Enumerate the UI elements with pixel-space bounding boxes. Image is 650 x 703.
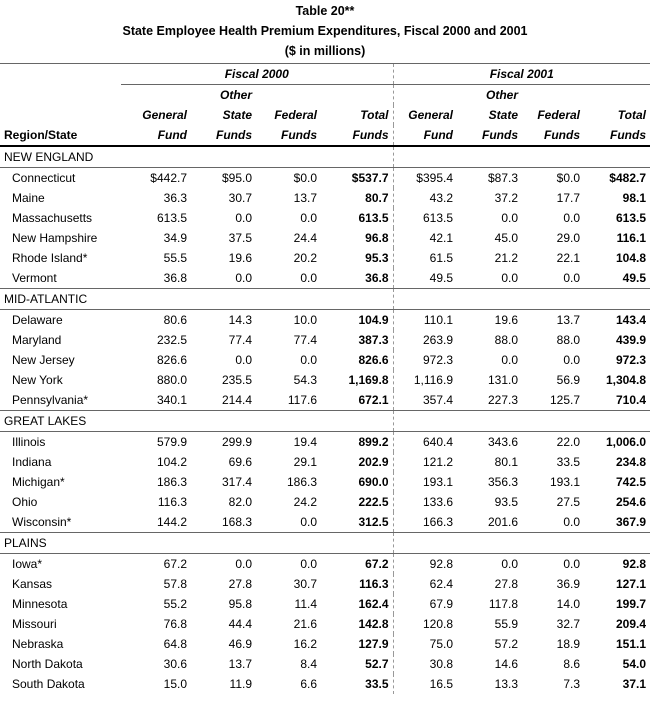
value-cell: 356.3 — [487, 475, 518, 489]
funds-header: Funds — [522, 125, 584, 146]
total-cell: 37.1 — [622, 677, 646, 691]
table-row — [0, 310, 650, 331]
title-line-1: Table 20** — [295, 4, 355, 18]
value-cell: 880.0 — [156, 373, 187, 387]
value-cell: 14.3 — [228, 313, 252, 327]
federal-header: Federal — [274, 108, 317, 122]
value-cell: 80.6 — [163, 313, 187, 327]
value-cell: 19.6 — [228, 251, 252, 265]
title-line-3: ($ in millions) — [284, 44, 366, 58]
value-cell: 22.0 — [556, 435, 580, 449]
value-cell: 37.2 — [494, 191, 518, 205]
total-cell: 202.9 — [358, 455, 389, 469]
value-cell: 972.3 — [393, 350, 457, 370]
total-cell: 33.5 — [365, 677, 389, 691]
value-cell: 21.6 — [293, 617, 317, 631]
region-name: NEW ENGLAND — [0, 146, 121, 168]
value-cell: 263.9 — [393, 330, 457, 350]
value-cell: 54.3 — [293, 373, 317, 387]
state-name: Delaware — [12, 313, 63, 327]
total-cell: 116.1 — [616, 231, 646, 245]
value-cell: 0.0 — [300, 515, 317, 529]
value-cell: 6.6 — [300, 677, 317, 691]
table-row — [0, 554, 650, 575]
value-cell: 92.8 — [393, 554, 457, 575]
fiscal-2000-header: Fiscal 2000 — [121, 64, 393, 85]
value-cell: 29.0 — [556, 231, 580, 245]
value-cell: 201.6 — [487, 515, 518, 529]
table-row — [0, 350, 650, 370]
state-name: New Jersey — [12, 353, 75, 367]
total-cell: 80.7 — [365, 191, 389, 205]
value-cell: 117.8 — [488, 597, 518, 611]
value-cell: 67.9 — [393, 594, 457, 614]
value-cell: 29.1 — [293, 455, 317, 469]
region-name: MID-ATLANTIC — [0, 289, 121, 310]
value-cell: 8.6 — [563, 657, 580, 671]
total-cell: 613.5 — [358, 211, 389, 225]
value-cell: 55.2 — [163, 597, 187, 611]
value-cell: 133.6 — [393, 492, 457, 512]
state-name: Kansas — [12, 577, 53, 591]
value-cell: 75.0 — [393, 634, 457, 654]
state-name: Indiana — [12, 455, 52, 469]
total-cell: 672.1 — [358, 393, 389, 407]
value-cell: 95.8 — [228, 597, 252, 611]
value-cell: 33.5 — [556, 455, 580, 469]
value-cell: 8.4 — [300, 657, 317, 671]
total-cell: 98.1 — [622, 191, 646, 205]
value-cell: 16.2 — [293, 637, 317, 651]
value-cell: 80.1 — [494, 455, 518, 469]
total-cell: $482.7 — [609, 171, 646, 185]
value-cell: 55.5 — [163, 251, 187, 265]
value-cell: 186.3 — [156, 475, 187, 489]
value-cell: 186.3 — [286, 475, 317, 489]
value-cell: 36.9 — [556, 577, 580, 591]
value-cell: 76.8 — [163, 617, 187, 631]
value-cell: 0.0 — [501, 353, 518, 367]
value-cell: 14.0 — [556, 597, 580, 611]
value-cell: 42.1 — [393, 228, 457, 248]
total-cell: 95.3 — [365, 251, 389, 265]
value-cell: 18.9 — [556, 637, 580, 651]
total-cell: 36.8 — [365, 271, 389, 285]
table-row — [0, 654, 650, 674]
value-cell: 0.0 — [300, 557, 317, 571]
table-row — [0, 492, 650, 512]
value-cell: 579.9 — [156, 435, 187, 449]
value-cell: 57.8 — [163, 577, 187, 591]
value-cell: 343.6 — [487, 435, 518, 449]
table-row — [0, 188, 650, 208]
value-cell: 30.7 — [228, 191, 252, 205]
total-cell: 151.1 — [615, 637, 646, 651]
state-name: Pennsylvania* — [12, 393, 89, 407]
header-row-1 — [0, 64, 650, 85]
value-cell: 21.2 — [494, 251, 518, 265]
value-cell: 43.2 — [393, 188, 457, 208]
value-cell: $0.0 — [556, 171, 580, 185]
table-row — [0, 168, 650, 189]
table-row — [0, 370, 650, 390]
value-cell: 16.5 — [393, 674, 457, 694]
total-header: Total — [360, 108, 389, 122]
value-cell: 55.9 — [494, 617, 518, 631]
value-cell: 34.9 — [163, 231, 187, 245]
state-name: Missouri — [12, 617, 57, 631]
general-header: General — [142, 108, 187, 122]
value-cell: 0.0 — [300, 271, 317, 285]
value-cell: 15.0 — [163, 677, 187, 691]
value-cell: 110.1 — [393, 310, 457, 331]
value-cell: 19.6 — [494, 313, 518, 327]
value-cell: 30.7 — [293, 577, 317, 591]
table-row — [0, 330, 650, 350]
value-cell: 64.8 — [163, 637, 187, 651]
value-cell: 36.8 — [163, 271, 187, 285]
value-cell: 37.5 — [228, 231, 252, 245]
table-row — [0, 390, 650, 411]
total-cell: 127.1 — [615, 577, 646, 591]
value-cell: 640.4 — [393, 432, 457, 453]
value-cell: 0.0 — [501, 211, 518, 225]
value-cell: 45.0 — [494, 231, 518, 245]
funds-header: Funds — [191, 125, 256, 146]
value-cell: 131.0 — [487, 373, 518, 387]
value-cell: 826.6 — [156, 353, 187, 367]
total-cell: 104.8 — [615, 251, 646, 265]
value-cell: 0.0 — [563, 211, 580, 225]
total-cell: 690.0 — [358, 475, 389, 489]
table-row — [0, 614, 650, 634]
value-cell: 56.9 — [556, 373, 580, 387]
value-cell: 120.8 — [393, 614, 457, 634]
state-name: Vermont — [12, 271, 57, 285]
total-cell: 162.4 — [358, 597, 389, 611]
total-cell: 142.8 — [358, 617, 389, 631]
region-row — [0, 533, 650, 554]
total-cell: 222.5 — [358, 495, 389, 509]
value-cell: 357.4 — [393, 390, 457, 411]
value-cell: 10.0 — [293, 313, 317, 327]
value-cell: 24.2 — [293, 495, 317, 509]
state-name: Nebraska — [12, 637, 64, 651]
total-cell: 234.8 — [615, 455, 646, 469]
total-cell: 826.6 — [358, 353, 389, 367]
total-cell: $537.7 — [351, 171, 389, 185]
total-cell: 199.7 — [615, 597, 646, 611]
value-cell: 116.3 — [157, 495, 187, 509]
total-cell: 209.4 — [615, 617, 646, 631]
value-cell: $395.4 — [393, 168, 457, 189]
general-header: General — [393, 105, 457, 125]
state-name: Ohio — [12, 495, 38, 509]
value-cell: 235.5 — [221, 373, 252, 387]
value-cell: 14.6 — [494, 657, 518, 671]
value-cell: 613.5 — [156, 211, 187, 225]
table-row — [0, 208, 650, 228]
total-cell: 92.8 — [622, 557, 646, 571]
total-cell: 972.3 — [615, 353, 646, 367]
funds-header: Funds — [457, 125, 522, 146]
table-row — [0, 472, 650, 492]
total-cell: 143.4 — [615, 313, 646, 327]
value-cell: 166.3 — [393, 512, 457, 533]
value-cell: 0.0 — [300, 353, 317, 367]
state-name: Minnesota — [12, 597, 68, 611]
region-row — [0, 411, 650, 432]
value-cell: 13.3 — [494, 677, 518, 691]
total-cell: 387.3 — [358, 333, 389, 347]
value-cell: 340.1 — [156, 393, 187, 407]
funds-header: Funds — [256, 125, 321, 146]
value-cell: $442.7 — [150, 171, 187, 185]
region-name: PLAINS — [0, 533, 121, 554]
funds-header: Funds — [584, 125, 650, 146]
state-name: Maine — [12, 191, 45, 205]
region-row — [0, 289, 650, 310]
value-cell: 104.2 — [156, 455, 187, 469]
header-row-2 — [0, 85, 650, 106]
value-cell: 232.5 — [156, 333, 187, 347]
state-name: Wisconsin* — [12, 515, 72, 529]
value-cell: 77.4 — [228, 333, 252, 347]
value-cell: 0.0 — [300, 211, 317, 225]
state-name: Connecticut — [12, 171, 76, 185]
total-cell: 67.2 — [365, 557, 389, 571]
other-header: Other — [219, 88, 252, 102]
value-cell: $95.0 — [221, 171, 252, 185]
table-body — [0, 146, 650, 694]
value-cell: 7.3 — [563, 677, 580, 691]
state-name: North Dakota — [12, 657, 83, 671]
value-cell: 0.0 — [235, 353, 252, 367]
fund-header: Fund — [393, 125, 457, 146]
table-title — [0, 0, 650, 63]
premium-table — [0, 63, 650, 694]
state-name: Michigan* — [12, 475, 65, 489]
value-cell: 88.0 — [556, 333, 580, 347]
value-cell: 49.5 — [393, 268, 457, 289]
value-cell: 30.6 — [163, 657, 187, 671]
value-cell: 0.0 — [235, 271, 252, 285]
total-cell: 613.5 — [615, 211, 646, 225]
total-cell: 1,304.8 — [605, 373, 646, 387]
value-cell: 27.8 — [228, 577, 252, 591]
region-state-header: Region/State — [0, 125, 121, 146]
value-cell: 27.8 — [494, 577, 518, 591]
state-name: Iowa* — [12, 557, 43, 571]
total-cell: 367.9 — [615, 515, 646, 529]
value-cell: 299.9 — [221, 435, 252, 449]
total-cell: 104.9 — [358, 313, 389, 327]
table-row — [0, 674, 650, 694]
federal-header: Federal — [537, 108, 580, 122]
table-row — [0, 248, 650, 268]
value-cell: 613.5 — [393, 208, 457, 228]
value-cell: 13.7 — [228, 657, 252, 671]
value-cell: 168.3 — [221, 515, 252, 529]
total-cell: 312.5 — [358, 515, 389, 529]
value-cell: 13.7 — [556, 313, 580, 327]
table-row — [0, 574, 650, 594]
value-cell: 0.0 — [501, 271, 518, 285]
table-row — [0, 634, 650, 654]
value-cell: 227.3 — [487, 393, 518, 407]
value-cell: 69.6 — [228, 455, 252, 469]
header-row-3 — [0, 105, 650, 125]
other-header: Other — [485, 88, 518, 102]
total-cell: 96.8 — [365, 231, 389, 245]
value-cell: 144.2 — [156, 515, 187, 529]
value-cell: 88.0 — [494, 333, 518, 347]
value-cell: 193.1 — [549, 475, 580, 489]
state-header: State — [488, 108, 518, 122]
value-cell: 11.9 — [229, 677, 252, 691]
total-cell: 54.0 — [622, 657, 646, 671]
value-cell: 62.4 — [393, 574, 457, 594]
table-row — [0, 268, 650, 289]
value-cell: 0.0 — [563, 557, 580, 571]
value-cell: 77.4 — [293, 333, 317, 347]
value-cell: 214.4 — [221, 393, 252, 407]
value-cell: 82.0 — [228, 495, 252, 509]
total-cell: 710.4 — [615, 393, 646, 407]
state-name: Illinois — [12, 435, 46, 449]
value-cell: 46.9 — [228, 637, 252, 651]
value-cell: 125.7 — [549, 393, 580, 407]
region-row — [0, 146, 650, 168]
table-row — [0, 512, 650, 533]
value-cell: 0.0 — [563, 353, 580, 367]
total-cell: 439.9 — [615, 333, 646, 347]
value-cell: $0.0 — [293, 171, 317, 185]
state-name: Maryland — [12, 333, 62, 347]
total-header: Total — [617, 108, 646, 122]
funds-header: Funds — [321, 125, 393, 146]
value-cell: 57.2 — [494, 637, 518, 651]
value-cell: 11.4 — [294, 597, 317, 611]
state-name: New York — [12, 373, 63, 387]
value-cell: 61.5 — [393, 248, 457, 268]
table-row — [0, 452, 650, 472]
title-line-2: State Employee Health Premium Expenditures, Fiscal 2000 and 2001 — [122, 24, 528, 38]
value-cell: 1,116.9 — [393, 370, 457, 390]
value-cell: 117.6 — [287, 393, 317, 407]
state-name: Rhode Island* — [12, 251, 88, 265]
total-cell: 254.6 — [615, 495, 646, 509]
fiscal-2001-header: Fiscal 2001 — [393, 64, 650, 85]
value-cell: 22.1 — [556, 251, 580, 265]
table-row — [0, 432, 650, 453]
region-name: GREAT LAKES — [0, 411, 121, 432]
value-cell: 0.0 — [563, 515, 580, 529]
total-cell: 49.5 — [622, 271, 646, 285]
value-cell: 44.4 — [228, 617, 252, 631]
value-cell: 0.0 — [501, 557, 518, 571]
value-cell: 32.7 — [556, 617, 580, 631]
table-row — [0, 228, 650, 248]
value-cell: 67.2 — [163, 557, 187, 571]
value-cell: 20.2 — [293, 251, 317, 265]
state-header: State — [222, 108, 252, 122]
table-row — [0, 594, 650, 614]
total-cell: 1,169.8 — [348, 373, 389, 387]
value-cell: 93.5 — [494, 495, 518, 509]
value-cell: 36.3 — [163, 191, 187, 205]
value-cell: 27.5 — [556, 495, 580, 509]
fund-header: Fund — [121, 125, 191, 146]
value-cell: 17.7 — [556, 191, 580, 205]
value-cell: 24.4 — [293, 231, 317, 245]
total-cell: 52.7 — [365, 657, 389, 671]
value-cell: 30.8 — [393, 654, 457, 674]
value-cell: $87.3 — [487, 171, 518, 185]
value-cell: 193.1 — [393, 472, 457, 492]
value-cell: 0.0 — [563, 271, 580, 285]
total-cell: 899.2 — [358, 435, 389, 449]
value-cell: 0.0 — [235, 557, 252, 571]
value-cell: 317.4 — [221, 475, 252, 489]
total-cell: 127.9 — [358, 637, 389, 651]
total-cell: 116.3 — [359, 577, 389, 591]
value-cell: 13.7 — [293, 191, 317, 205]
header-row-4 — [0, 125, 650, 146]
state-name: South Dakota — [12, 677, 85, 691]
value-cell: 19.4 — [293, 435, 317, 449]
total-cell: 1,006.0 — [605, 435, 646, 449]
value-cell: 121.2 — [393, 452, 457, 472]
value-cell: 0.0 — [235, 211, 252, 225]
state-name: Massachusetts — [12, 211, 93, 225]
state-name: New Hampshire — [12, 231, 98, 245]
total-cell: 742.5 — [615, 475, 646, 489]
